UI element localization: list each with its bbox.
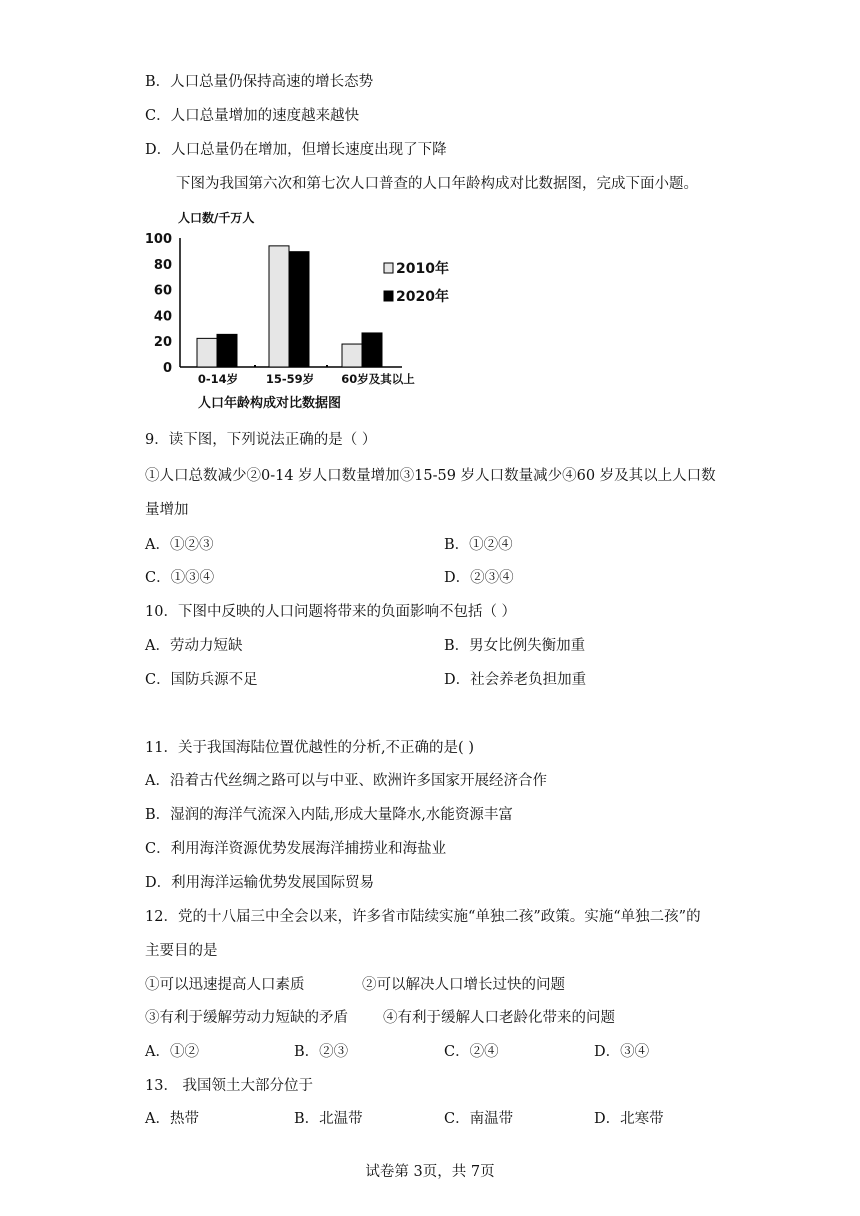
q13-option-c: C．南温带	[444, 1111, 514, 1127]
q9-option-b: B．①②④	[444, 537, 513, 553]
q12-stem: 12．党的十八届三中全会以来，许多省市陆续实施“单独二孩”政策。实施“单独二孩”的	[145, 909, 701, 925]
q12-stem-cont: 主要目的是	[145, 943, 218, 959]
y-tick-label: 60	[153, 283, 172, 299]
y-axis-label: 人口数/千万人	[178, 211, 255, 225]
y-tick-label: 80	[153, 257, 172, 273]
q10-option-a: A．劳动力短缺	[145, 638, 243, 654]
q11-option-a: A．沿着古代丝绸之路可以与中亚、欧洲许多国家开展经济合作	[145, 773, 547, 789]
q12-statement-2: ②可以解决人口增长过快的问题	[362, 977, 565, 993]
x-tick	[326, 365, 328, 367]
q10-stem: 10．下图中反映的人口问题将带来的负面影响不包括（ ）	[145, 604, 517, 620]
q9-option-d: D．②③④	[444, 570, 514, 586]
chart-title: 人口年龄构成对比数据图	[198, 396, 342, 411]
age-structure-chart	[144, 205, 450, 415]
bar-2010年-60岁及其以上	[342, 344, 362, 367]
x-tick-label: 0-14岁	[197, 372, 239, 386]
chart-intro: 下图为我国第六次和第七次人口普查的人口年龄构成对比数据图，完成下面小题。	[176, 176, 698, 192]
q11-option-d: D．利用海洋运输优势发展国际贸易	[145, 875, 375, 891]
q9-statements-cont: 量增加	[145, 502, 189, 518]
q12-statement-1: ①可以迅速提高人口素质	[145, 977, 305, 993]
y-tick-label: 40	[153, 309, 172, 325]
legend-label: 2010年	[396, 261, 449, 277]
q12-option-c: C．②④	[444, 1044, 499, 1060]
bar-2010年-15-59岁	[269, 246, 289, 367]
q12-option-b: B．②③	[294, 1044, 349, 1060]
q12-option-a: A．①②	[145, 1044, 199, 1060]
q13-option-d: D．北寒带	[594, 1111, 664, 1127]
option-c: C．人口总量增加的速度越来越快	[145, 108, 360, 124]
legend-swatch	[384, 263, 393, 273]
q12-statement-4: ④有利于缓解人口老龄化带来的问题	[383, 1010, 615, 1026]
legend-label: 2020年	[396, 289, 449, 305]
legend-swatch	[384, 291, 393, 301]
y-tick-label: 100	[144, 232, 172, 247]
q11-option-c: C．利用海洋资源优势发展海洋捕捞业和海盐业	[145, 841, 447, 857]
bar-2010年-0-14岁	[197, 338, 217, 367]
q13-option-a: A．热带	[145, 1111, 199, 1127]
bar-2020年-15-59岁	[289, 252, 309, 367]
q13-stem: 13． 我国领土大部分位于	[145, 1078, 314, 1094]
q9-option-a: A．①②③	[145, 537, 214, 553]
y-tick-label: 0	[162, 361, 172, 376]
x-tick-label: 15-59岁	[265, 372, 315, 386]
q11-option-b: B．湿润的海洋气流深入内陆,形成大量降水,水能资源丰富	[145, 807, 513, 823]
option-b: B．人口总量仍保持高速的增长态势	[145, 74, 374, 90]
option-d: D．人口总量仍在增加，但增长速度出现了下降	[145, 142, 447, 158]
bar-2020年-0-14岁	[217, 334, 237, 367]
q9-option-c: C．①③④	[145, 570, 215, 586]
q11-stem: 11．关于我国海陆位置优越性的分析,不正确的是( )	[145, 740, 474, 756]
x-tick-label: 60岁及其以上	[341, 372, 415, 386]
q10-option-d: D．社会养老负担加重	[444, 672, 587, 688]
q12-statement-3: ③有利于缓解劳动力短缺的矛盾	[145, 1010, 348, 1026]
q10-option-c: C．国防兵源不足	[145, 672, 258, 688]
q13-option-b: B．北温带	[294, 1111, 363, 1127]
y-tick-label: 20	[153, 335, 172, 351]
x-tick	[254, 365, 256, 367]
q10-option-b: B．男女比例失衡加重	[444, 638, 586, 654]
q9-stem: 9．读下图，下列说法正确的是（ ）	[145, 432, 377, 448]
q9-statements: ①人口总数减少②0-14 岁人口数量增加③15-59 岁人口数量减少④60 岁及其以上人口数	[145, 468, 716, 484]
q12-option-d: D．③④	[594, 1044, 650, 1060]
page-footer: 试卷第 3页，共 7页	[365, 1164, 495, 1180]
bar-2020年-60岁及其以上	[362, 333, 382, 367]
